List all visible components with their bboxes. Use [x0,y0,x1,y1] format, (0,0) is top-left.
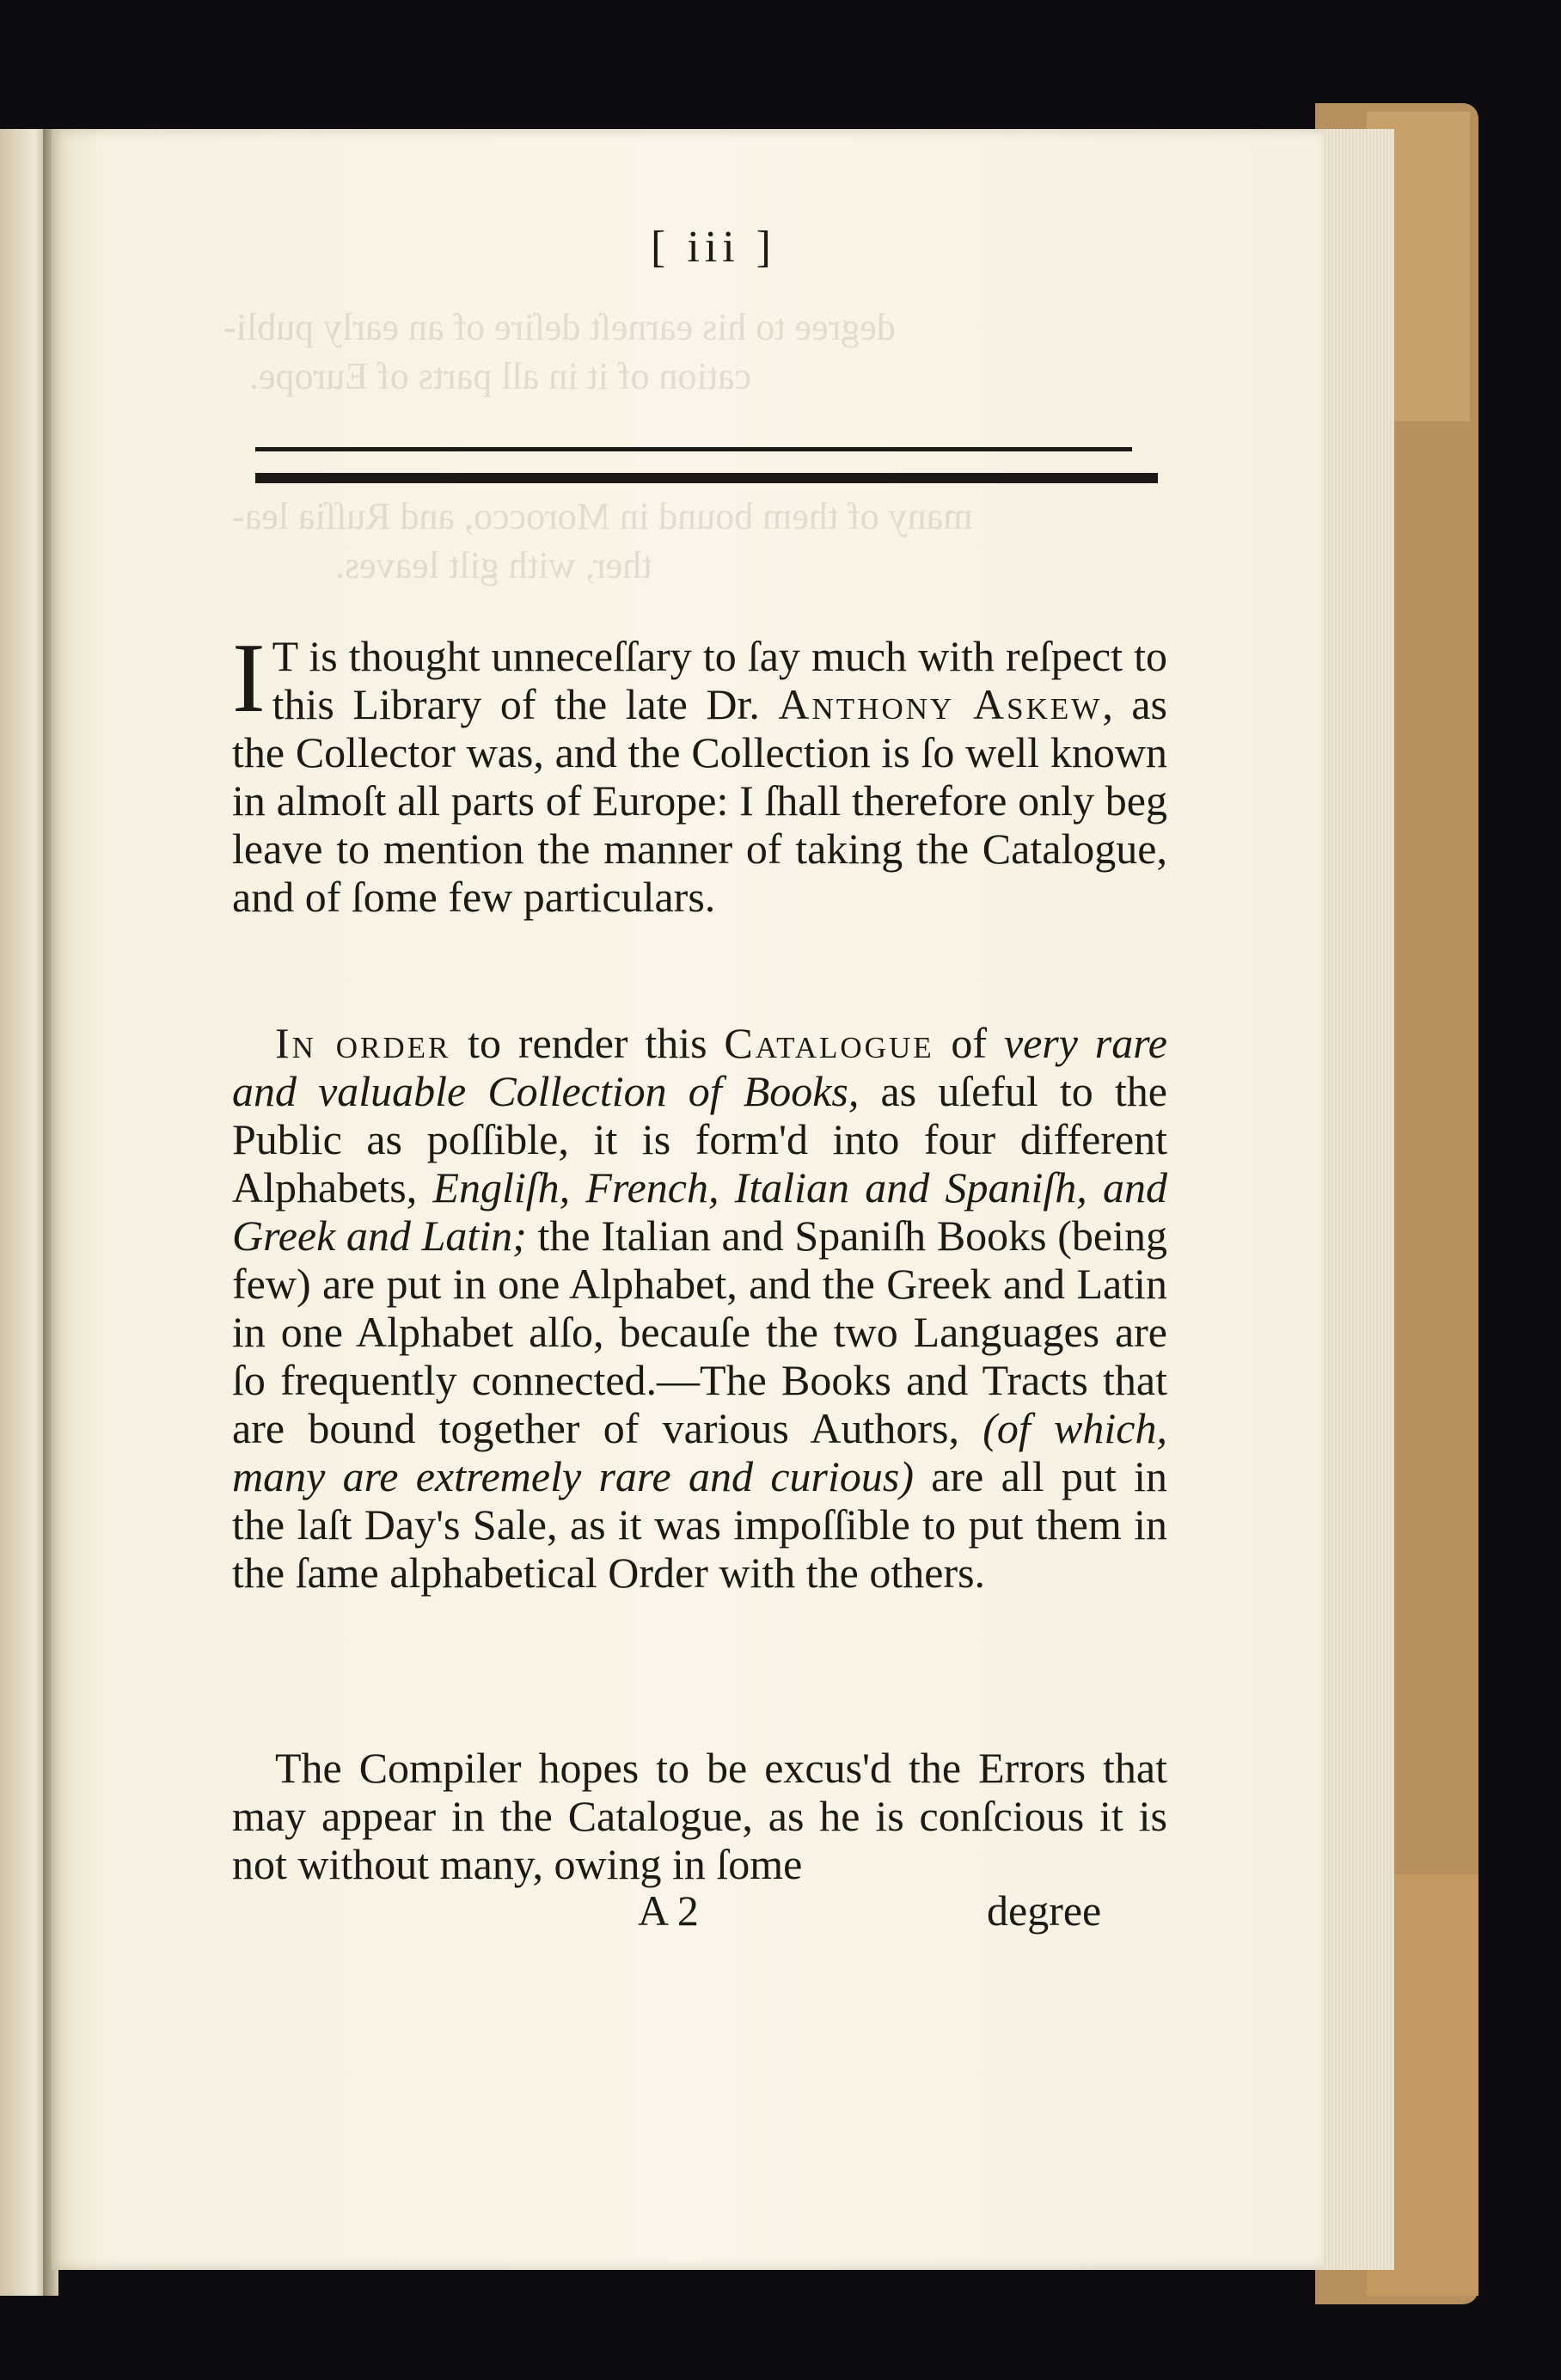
running-head: [ iii ] [651,223,776,272]
paragraph-text: , as the Collector was, and the Collection is ſo well known in almoſt all parts of Europe: I ſhall therefore only beg leave to mention the manner of taking the Catalogue, and of ſome few particulars. [232,680,1167,921]
header-rule-thin [255,447,1132,451]
paragraph-text: are all put in the laſt Day's Sale, as it was impoſſible to put them in the ſame alphabetical Order with the others. [232,1452,1167,1597]
paragraph-errors [232,1744,1167,1888]
paragraph-lead: In order [275,1019,451,1067]
page-fore-edge [1315,129,1394,2270]
paragraph-intro [232,623,1167,921]
italic-text: (of which, many are extremely rare and curious) [232,1404,1167,1500]
signature-mark: A 2 [638,1886,699,1935]
italic-text: Engliſh, French, Italian and Spaniſh, and Greek and Latin; [232,1163,1167,1260]
paragraph-text: of [934,1019,1004,1067]
paragraph-text: the Italian and Spaniſh Books (being few) are put in one Alphabet, and the Greek and Latin in one Alphabet alſo, becauſe the two Languages are ſo frequently connected.—The Books and Tracts that are bound together of various Authors, [232,1211,1168,1452]
catalogue-word: Catalogue [724,1019,934,1067]
author-name: Anthony Askew [778,680,1103,728]
bleed-through-text: many of them bound in Morocco, and Ruſſia lea- [232,495,973,537]
paragraph-text: T is thought unneceſſary to ſay much with reſpect to this Library of the late Dr. [272,632,1167,728]
bleed-through-text: ther, with gilt leaves. [335,544,652,586]
paragraph-text: to render this [450,1019,725,1067]
paragraph-text: as uſeful to the Public as poſſible, it is form'd into four different Alphabets, [232,1067,1167,1211]
bleed-through-text: cation of it in all parts of Europe. [249,355,752,397]
header-rule-thick [255,473,1158,483]
paragraph-arrangement [232,1019,1167,1597]
bleed-through-text: degree to his earneſt deſire of an early publi- [223,306,896,348]
drop-cap: I [232,623,266,733]
catchword: degree [987,1886,1102,1935]
italic-text: very rare and valuable Collection of Books, [232,1019,1167,1115]
paragraph-text: The Compiler hopes to be excus'd the Errors that may appear in the Catalogue, as he is conſcious it is not without many, owing in ſome [232,1744,1167,1888]
